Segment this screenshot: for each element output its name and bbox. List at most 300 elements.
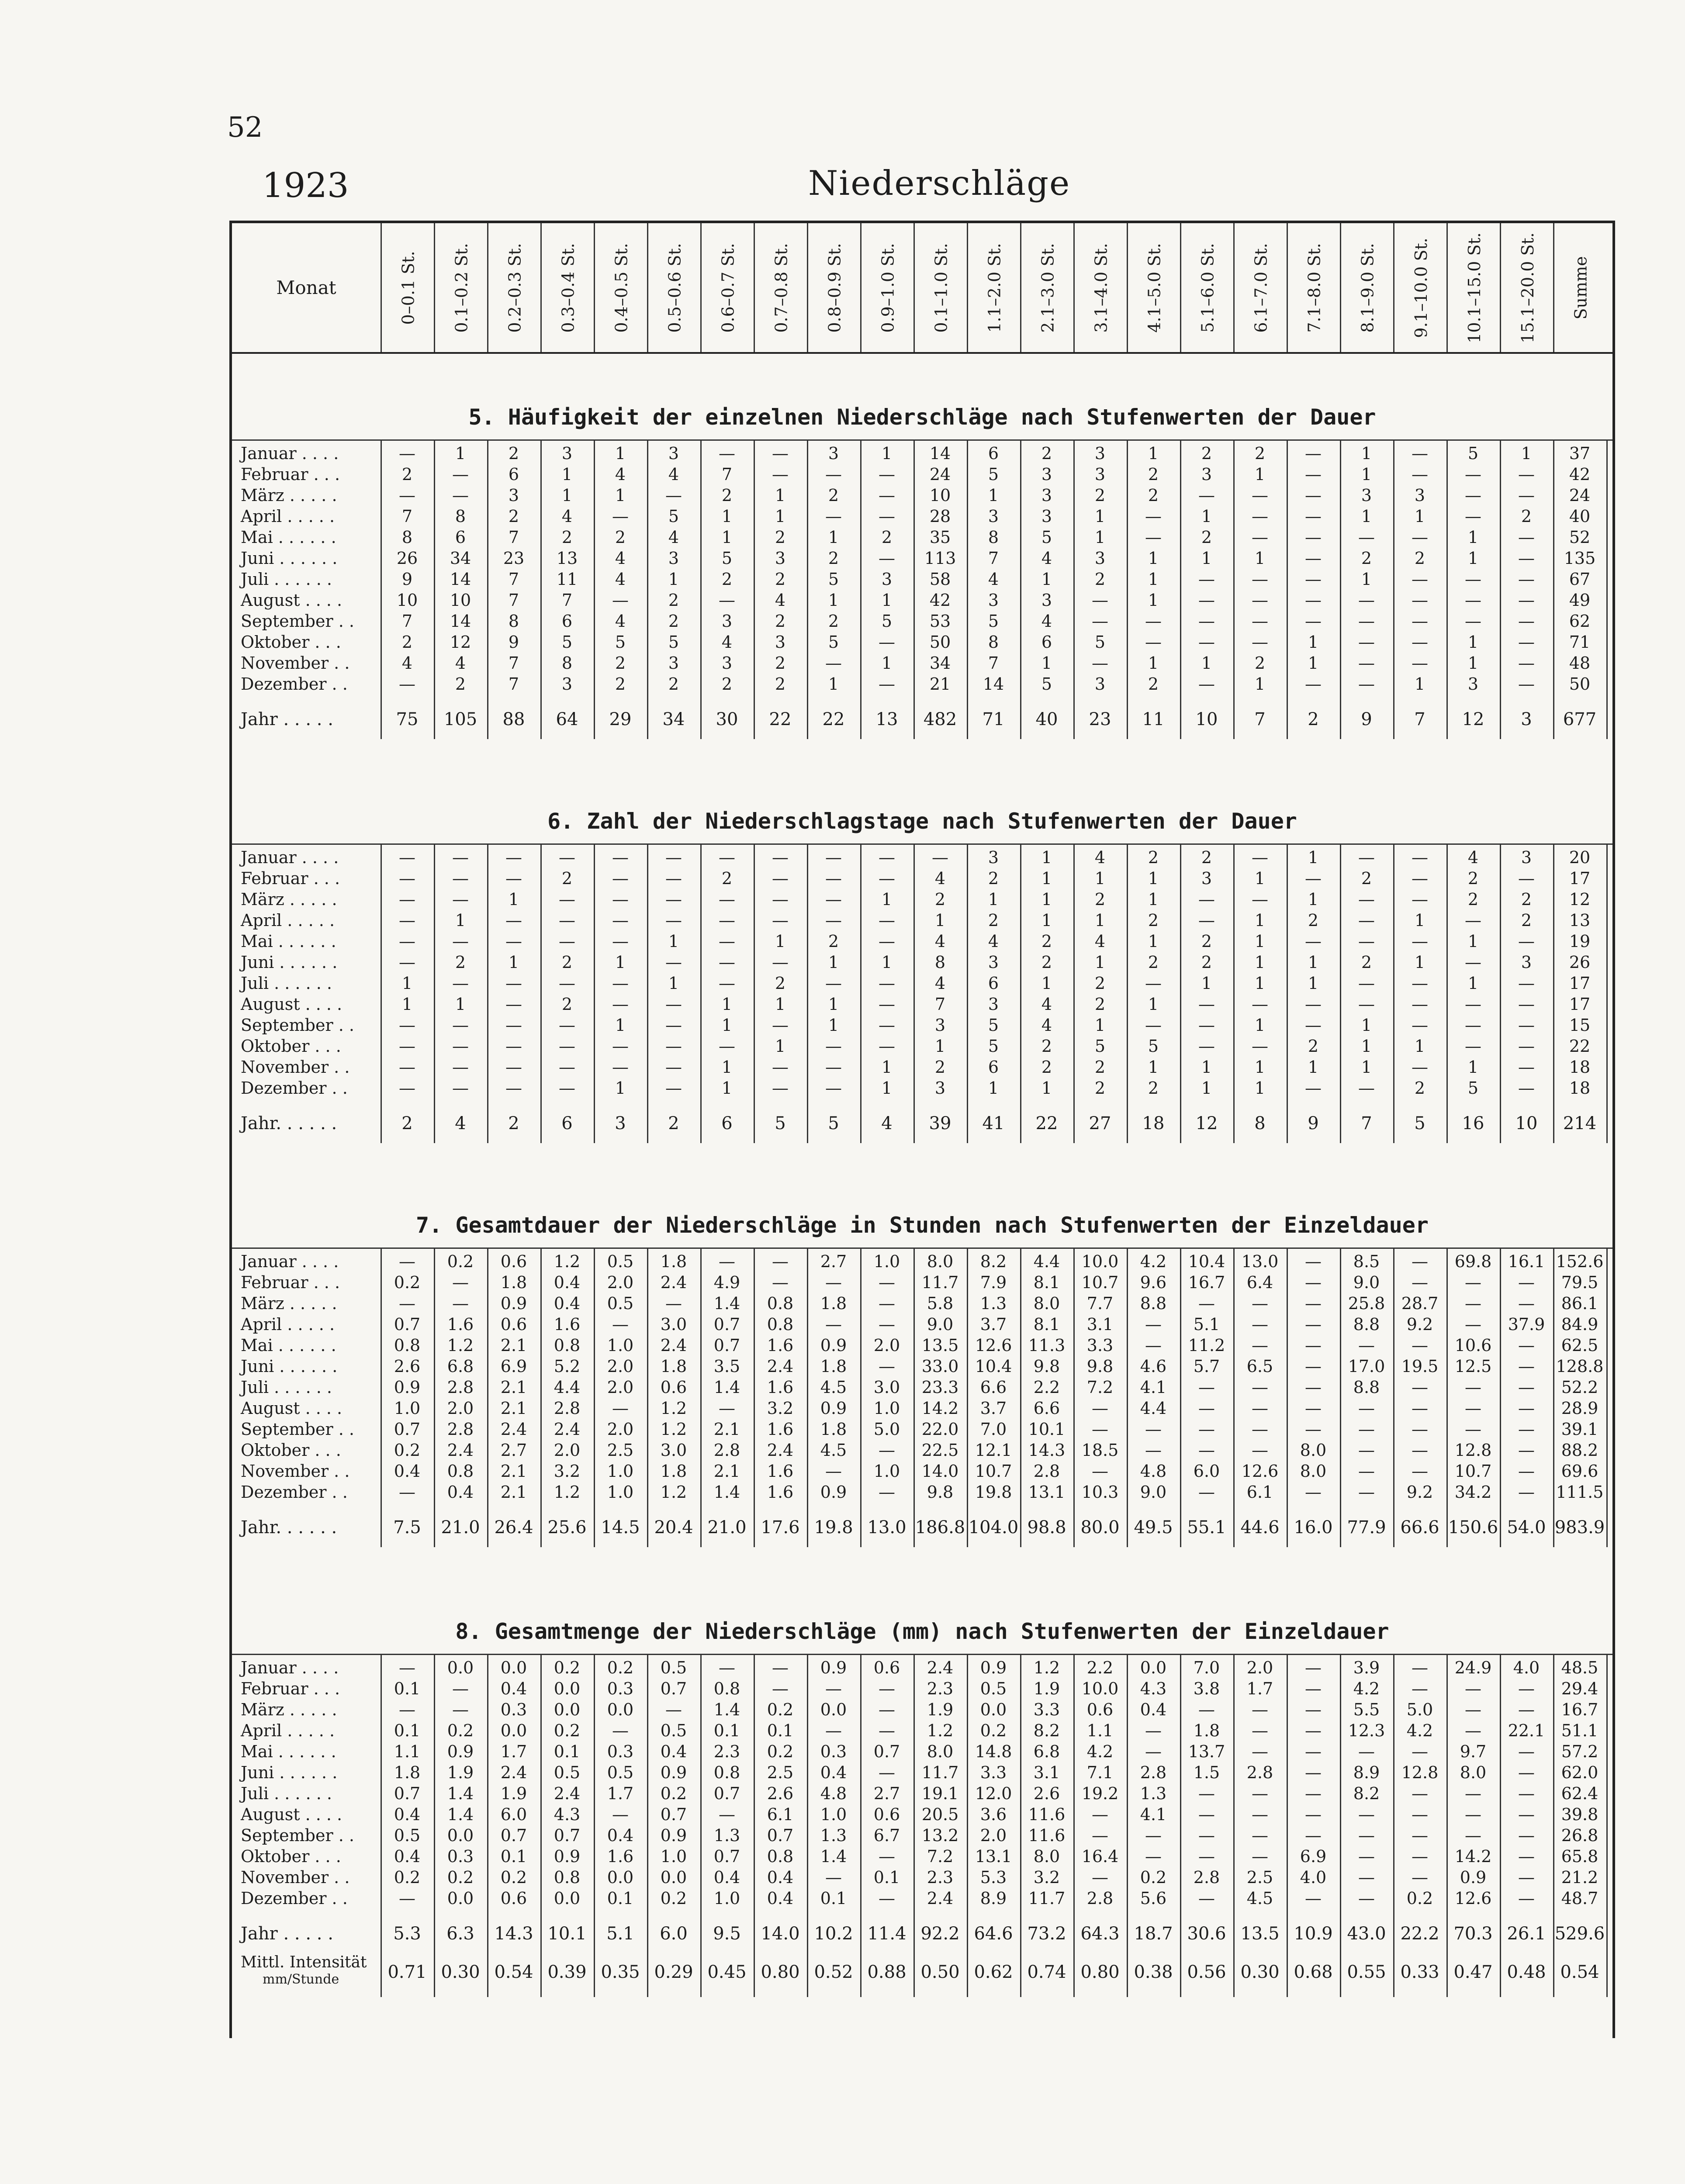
table-cell: — xyxy=(1412,528,1428,547)
month-label: Februar . . . xyxy=(241,1273,340,1292)
table-cell: — xyxy=(1518,549,1535,568)
table-cell: 0.0 xyxy=(607,1868,634,1887)
table-cell: 1.8 xyxy=(820,1357,847,1376)
table-cell: — xyxy=(1145,528,1162,547)
table-cell: — xyxy=(1465,1399,1481,1418)
table-cell: 62.0 xyxy=(1561,1763,1599,1782)
table-cell: 2 xyxy=(828,612,839,631)
table-cell: 0.4 xyxy=(394,1847,421,1866)
table-cell: 0.4 xyxy=(607,1826,634,1845)
table-cell: — xyxy=(879,549,895,568)
table-cell: 5 xyxy=(1041,528,1052,547)
table-cell: — xyxy=(1465,1721,1481,1740)
table-cell: 19.5 xyxy=(1401,1357,1439,1376)
annual-total-cell: 55.1 xyxy=(1187,1517,1226,1538)
annual-total-cell: 75 xyxy=(396,709,419,729)
table-cell: — xyxy=(1518,1273,1535,1292)
table-cell: 10.6 xyxy=(1454,1336,1492,1355)
table-cell: 2 xyxy=(775,570,786,589)
column-header xyxy=(1393,223,1448,352)
annual-total-cell: 22 xyxy=(1035,1113,1058,1133)
table-cell: 1.8 xyxy=(660,1462,687,1481)
table-cell: — xyxy=(399,911,415,930)
table-cell: — xyxy=(1412,1016,1428,1035)
table-cell: — xyxy=(1198,1700,1215,1719)
table-cell: 6.1 xyxy=(1246,1482,1273,1502)
table-cell: 8.0 xyxy=(1300,1462,1327,1481)
table-cell: 0.9 xyxy=(980,1658,1007,1677)
table-cell: 1 xyxy=(561,465,573,484)
table-cell: 1.6 xyxy=(767,1378,794,1397)
table-cell: 1 xyxy=(881,1078,893,1098)
column-divider xyxy=(807,439,808,739)
annual-total-cell: 5.3 xyxy=(393,1924,421,1944)
table-cell: 0.9 xyxy=(820,1336,847,1355)
table-cell: — xyxy=(1092,1805,1108,1824)
table-cell: 10.3 xyxy=(1081,1482,1119,1502)
table-cell: 1 xyxy=(1361,570,1372,589)
table-cell: 1 xyxy=(881,1057,893,1077)
table-cell: 3 xyxy=(934,1016,946,1035)
table-cell: 1 xyxy=(668,932,679,951)
table-cell: 0.2 xyxy=(660,1889,687,1908)
table-cell: — xyxy=(1518,591,1535,610)
table-cell: 0.9 xyxy=(660,1763,687,1782)
table-cell: 2 xyxy=(1041,932,1052,951)
table-cell: — xyxy=(612,1399,629,1418)
table-cell: 1 xyxy=(1467,1057,1479,1077)
table-cell: 2 xyxy=(775,974,786,993)
table-cell: — xyxy=(1252,507,1268,526)
annual-total-cell: 6 xyxy=(721,1113,733,1133)
table-cell: — xyxy=(879,995,895,1014)
table-cell: 4.1 xyxy=(1140,1805,1167,1824)
table-cell: 4 xyxy=(1094,848,1106,867)
table-cell: — xyxy=(452,1700,469,1719)
table-cell: — xyxy=(1358,612,1375,631)
table-cell: 2 xyxy=(1201,932,1212,951)
column-divider xyxy=(1606,843,1608,1143)
table-cell: 23.3 xyxy=(921,1378,959,1397)
table-cell: 1 xyxy=(1308,632,1319,652)
table-cell: 3.7 xyxy=(980,1399,1007,1418)
column-divider xyxy=(807,1248,808,1547)
table-cell: — xyxy=(1358,1742,1375,1761)
table-cell: — xyxy=(825,1078,842,1098)
table-cell: — xyxy=(772,890,789,909)
table-cell: — xyxy=(772,911,789,930)
table-cell: 5.3 xyxy=(980,1868,1007,1887)
table-cell: — xyxy=(1145,507,1162,526)
table-cell: 4.0 xyxy=(1513,1658,1540,1677)
table-cell: 2 xyxy=(668,591,679,610)
table-cell: 1 xyxy=(1041,653,1052,673)
table-cell: 62.4 xyxy=(1561,1784,1599,1803)
table-cell: 2.1 xyxy=(713,1462,740,1481)
table-cell: — xyxy=(452,974,469,993)
table-cell: 1 xyxy=(561,486,573,505)
table-cell: — xyxy=(1145,1016,1162,1035)
table-cell: 4 xyxy=(934,932,946,951)
table-cell: 0.4 xyxy=(660,1742,687,1761)
table-cell: 29.4 xyxy=(1561,1679,1599,1698)
column-header xyxy=(594,223,648,352)
table-cell: — xyxy=(772,1057,789,1077)
year-heading: 1923 xyxy=(262,166,349,205)
table-cell: 7 xyxy=(934,995,946,1014)
annual-total-cell: 70.3 xyxy=(1453,1924,1493,1944)
table-cell: — xyxy=(1518,1441,1535,1460)
table-cell: 2.6 xyxy=(1033,1784,1060,1803)
column-divider xyxy=(540,439,542,739)
row-header-monat: Monat xyxy=(276,277,336,298)
table-cell: 0.2 xyxy=(980,1721,1007,1740)
table-cell: 2 xyxy=(1201,444,1212,463)
table-cell: 65.8 xyxy=(1561,1847,1599,1866)
table-cell: 7.9 xyxy=(980,1273,1007,1292)
table-cell: 39.1 xyxy=(1561,1420,1599,1439)
table-cell: 11.3 xyxy=(1028,1336,1066,1355)
table-cell: 0.2 xyxy=(447,1868,474,1887)
table-cell: 9 xyxy=(401,570,413,589)
month-label: Dezember . . xyxy=(241,1078,348,1098)
table-cell: — xyxy=(1412,1273,1428,1292)
table-cell: 0.1 xyxy=(713,1721,740,1740)
table-cell: 1 xyxy=(721,1057,733,1077)
table-cell: 1 xyxy=(988,890,999,909)
table-cell: 1 xyxy=(1467,528,1479,547)
table-cell: 1 xyxy=(828,674,839,694)
column-header xyxy=(1553,223,1608,352)
table-cell: — xyxy=(505,974,522,993)
table-cell: — xyxy=(1252,612,1268,631)
annual-total-cell: 29 xyxy=(609,709,632,729)
column-header-label: 0.1–1.0 St. xyxy=(932,242,951,333)
table-cell: — xyxy=(772,444,789,463)
annual-total-cell: 41 xyxy=(982,1113,1005,1133)
table-cell: 12.1 xyxy=(975,1441,1012,1460)
table-cell: — xyxy=(1198,1826,1215,1845)
table-cell: 48.7 xyxy=(1561,1889,1599,1908)
table-cell: — xyxy=(879,1700,895,1719)
table-cell: 13.5 xyxy=(921,1336,959,1355)
month-label: November . . xyxy=(241,1868,350,1887)
table-cell: — xyxy=(719,848,735,867)
table-cell: 0.7 xyxy=(500,1826,527,1845)
table-cell: 1.8 xyxy=(820,1420,847,1439)
table-cell: — xyxy=(1465,1784,1481,1803)
table-cell: 13.2 xyxy=(921,1826,959,1845)
table-cell: 1 xyxy=(455,911,466,930)
table-cell: 2.3 xyxy=(927,1868,954,1887)
table-cell: — xyxy=(1252,848,1268,867)
month-label: September . . xyxy=(241,1016,354,1035)
table-cell: 1 xyxy=(1094,953,1106,972)
table-cell: — xyxy=(1252,1847,1268,1866)
table-cell: 0.9 xyxy=(820,1399,847,1418)
table-cell: — xyxy=(399,1078,415,1098)
table-cell: 3 xyxy=(988,591,999,610)
table-cell: 1 xyxy=(1148,932,1159,951)
table-cell: 16.1 xyxy=(1508,1252,1545,1271)
table-cell: 1.8 xyxy=(660,1357,687,1376)
table-cell: 13.0 xyxy=(1241,1252,1279,1271)
table-cell: — xyxy=(879,486,895,505)
table-cell: 3 xyxy=(1201,869,1212,888)
table-cell: 152.6 xyxy=(1556,1252,1604,1271)
month-label: November . . xyxy=(241,653,350,673)
table-cell: — xyxy=(1252,1037,1268,1056)
table-cell: 14.3 xyxy=(1028,1441,1066,1460)
table-cell: — xyxy=(559,1078,575,1098)
mean-intensity-cell: 0.52 xyxy=(814,1962,853,1982)
table-cell: — xyxy=(1465,1378,1481,1397)
table-cell: 2.0 xyxy=(607,1378,634,1397)
table-cell: 2 xyxy=(1467,890,1479,909)
table-cell: 2 xyxy=(615,653,626,673)
table-cell: — xyxy=(772,1658,789,1677)
table-cell: 0.4 xyxy=(820,1763,847,1782)
column-header-label: 3.1–4.0 St. xyxy=(1092,242,1111,333)
table-cell: 48.5 xyxy=(1561,1658,1599,1677)
table-cell: — xyxy=(1465,591,1481,610)
column-divider xyxy=(1393,439,1394,739)
table-cell: 37.9 xyxy=(1508,1315,1545,1334)
table-cell: 3.8 xyxy=(1193,1679,1220,1698)
table-cell: 2 xyxy=(1521,507,1532,526)
table-cell: — xyxy=(1465,1679,1481,1698)
column-divider xyxy=(807,843,808,1143)
table-cell: 8.1 xyxy=(1033,1273,1060,1292)
column-divider xyxy=(967,1248,968,1547)
table-cell: 1.8 xyxy=(660,1252,687,1271)
table-cell: — xyxy=(1305,1889,1322,1908)
table-cell: 3.2 xyxy=(554,1462,581,1481)
table-cell: 1 xyxy=(1148,890,1159,909)
table-cell: 11.6 xyxy=(1028,1805,1066,1824)
table-cell: 1 xyxy=(1308,653,1319,673)
annual-total-cell: 6 xyxy=(561,1113,573,1133)
table-cell: — xyxy=(879,1037,895,1056)
annual-total-cell: 13.5 xyxy=(1240,1924,1280,1944)
table-cell: — xyxy=(612,1721,629,1740)
table-cell: 1.0 xyxy=(607,1462,634,1481)
table-cell: — xyxy=(1198,570,1215,589)
table-cell: 5 xyxy=(988,1037,999,1056)
table-cell: 3 xyxy=(561,674,573,694)
table-cell: — xyxy=(719,953,735,972)
annual-total-label: Jahr. . . . . . xyxy=(241,1113,337,1133)
column-divider xyxy=(1233,439,1235,739)
table-cell: 6 xyxy=(988,974,999,993)
table-cell: 1.3 xyxy=(713,1826,740,1845)
table-cell: 128.8 xyxy=(1556,1357,1604,1376)
table-cell: 4.2 xyxy=(1353,1679,1380,1698)
table-cell: — xyxy=(1145,1826,1162,1845)
table-cell: 0.5 xyxy=(607,1294,634,1313)
table-cell: — xyxy=(1305,1805,1322,1824)
table-cell: — xyxy=(1518,1826,1535,1845)
table-cell: 1.2 xyxy=(447,1336,474,1355)
table-cell: 3.3 xyxy=(1033,1700,1060,1719)
table-cell: 4 xyxy=(1094,932,1106,951)
table-cell: 0.3 xyxy=(447,1847,474,1866)
table-cell: 2 xyxy=(1041,1037,1052,1056)
table-cell: — xyxy=(1518,1889,1535,1908)
annual-total-cell: 5 xyxy=(828,1113,839,1133)
table-cell: 1 xyxy=(1361,444,1372,463)
table-cell: 2 xyxy=(668,612,679,631)
column-header xyxy=(967,223,1021,352)
table-cell: 5 xyxy=(1467,444,1479,463)
table-cell: — xyxy=(1358,1805,1375,1824)
table-cell: 2 xyxy=(1201,848,1212,867)
table-cell: 1 xyxy=(668,974,679,993)
table-cell: — xyxy=(1518,1037,1535,1056)
table-cell: — xyxy=(1412,890,1428,909)
table-cell: — xyxy=(399,1658,415,1677)
table-cell: — xyxy=(1305,1078,1322,1098)
table-cell: 11.2 xyxy=(1188,1336,1225,1355)
table-cell: 11.7 xyxy=(921,1273,959,1292)
table-cell: — xyxy=(1198,674,1215,694)
mean-intensity-cell: 0.50 xyxy=(920,1962,960,1982)
month-label: November . . xyxy=(241,1462,350,1481)
column-divider xyxy=(754,843,755,1143)
table-cell: — xyxy=(825,911,842,930)
table-cell: 10 xyxy=(450,591,471,610)
table-cell: — xyxy=(1092,1826,1108,1845)
table-cell: 1 xyxy=(1148,653,1159,673)
table-cell: — xyxy=(1305,591,1322,610)
table-cell: 1 xyxy=(1414,953,1426,972)
table-cell: 3 xyxy=(988,507,999,526)
table-cell: — xyxy=(825,507,842,526)
table-cell: 1 xyxy=(1361,1037,1372,1056)
table-cell: 8.0 xyxy=(1300,1441,1327,1460)
table-cell: 49 xyxy=(1569,591,1591,610)
annual-total-cell: 6.3 xyxy=(446,1924,474,1944)
table-cell: 22.5 xyxy=(921,1441,959,1460)
column-divider xyxy=(1500,439,1501,739)
table-cell: — xyxy=(612,1057,629,1077)
table-cell: 26 xyxy=(396,549,418,568)
table-cell: — xyxy=(1198,1482,1215,1502)
table-cell: — xyxy=(399,1482,415,1502)
table-cell: 1 xyxy=(1467,974,1479,993)
table-cell: 6.4 xyxy=(1246,1273,1273,1292)
table-cell: — xyxy=(1358,848,1375,867)
table-cell: 1 xyxy=(828,953,839,972)
table-cell: 4.8 xyxy=(820,1784,847,1803)
table-cell: 4 xyxy=(1041,549,1052,568)
table-cell: 14 xyxy=(450,570,471,589)
table-cell: 37 xyxy=(1569,444,1591,463)
table-cell: 1 xyxy=(1148,549,1159,568)
column-header-label: 0.2–0.3 St. xyxy=(505,242,525,333)
table-cell: 0.6 xyxy=(660,1378,687,1397)
table-cell: 2.3 xyxy=(927,1679,954,1698)
mean-intensity-cell: 0.80 xyxy=(761,1962,800,1982)
section-rule xyxy=(232,843,1612,845)
table-cell: — xyxy=(665,1057,682,1077)
table-cell: — xyxy=(452,890,469,909)
table-cell: 1.2 xyxy=(660,1420,687,1439)
table-cell: 1 xyxy=(828,995,839,1014)
column-divider xyxy=(1287,439,1288,739)
table-cell: 0.8 xyxy=(554,1868,581,1887)
table-cell: 3 xyxy=(721,612,733,631)
table-cell: 10.7 xyxy=(1454,1462,1492,1481)
table-cell: 0.0 xyxy=(554,1889,581,1908)
annual-total-cell: 13 xyxy=(875,709,898,729)
table-cell: 1 xyxy=(1414,911,1426,930)
annual-total-cell: 34 xyxy=(662,709,685,729)
table-cell: 6 xyxy=(988,1057,999,1077)
column-divider xyxy=(1127,1248,1128,1547)
table-cell: 2 xyxy=(775,528,786,547)
table-cell: — xyxy=(879,1847,895,1866)
table-cell: — xyxy=(1305,1315,1322,1334)
table-cell: 7 xyxy=(401,507,413,526)
table-cell: — xyxy=(1412,1805,1428,1824)
table-cell: 8.9 xyxy=(980,1889,1007,1908)
month-label: März . . . . . xyxy=(241,486,337,505)
column-header xyxy=(807,223,862,352)
table-cell: 2.0 xyxy=(554,1441,581,1460)
table-cell: — xyxy=(879,1016,895,1035)
table-cell: 0.9 xyxy=(394,1378,421,1397)
table-cell: 4.4 xyxy=(1140,1399,1167,1418)
table-cell: 2 xyxy=(1041,444,1052,463)
table-cell: 3.0 xyxy=(873,1378,900,1397)
table-cell: — xyxy=(879,1482,895,1502)
table-cell: 0.7 xyxy=(873,1742,900,1761)
table-cell: 3 xyxy=(988,995,999,1014)
table-cell: 5 xyxy=(828,570,839,589)
table-cell: 0.2 xyxy=(767,1700,794,1719)
column-header-label: 0–0.1 St. xyxy=(399,250,419,325)
table-cell: 8 xyxy=(988,632,999,652)
table-cell: — xyxy=(1465,1016,1481,1035)
annual-total-cell: 529.6 xyxy=(1554,1924,1605,1944)
table-cell: — xyxy=(879,674,895,694)
table-cell: 5.5 xyxy=(1353,1700,1380,1719)
table-cell: 2 xyxy=(455,953,466,972)
table-cell: 2.4 xyxy=(927,1889,954,1908)
table-cell: 10.7 xyxy=(1081,1273,1119,1292)
table-cell: 0.7 xyxy=(713,1336,740,1355)
table-cell: 2 xyxy=(1094,890,1106,909)
annual-total-cell: 5 xyxy=(1414,1113,1426,1133)
table-cell: — xyxy=(1305,1482,1322,1502)
column-divider xyxy=(594,439,595,739)
table-cell: — xyxy=(1518,1462,1535,1481)
table-cell: 1 xyxy=(1041,1078,1052,1098)
table-cell: 1 xyxy=(1254,974,1266,993)
table-cell: 4 xyxy=(561,507,573,526)
column-divider xyxy=(1340,843,1341,1143)
table-cell: 1 xyxy=(1201,1057,1212,1077)
table-cell: 1 xyxy=(881,591,893,610)
table-cell: 5.0 xyxy=(873,1420,900,1439)
table-cell: — xyxy=(1358,1462,1375,1481)
table-cell: — xyxy=(1252,995,1268,1014)
annual-total-cell: 17.6 xyxy=(761,1517,800,1538)
table-cell: — xyxy=(1145,1420,1162,1439)
table-cell: 2 xyxy=(1521,890,1532,909)
table-cell: 0.6 xyxy=(500,1252,527,1271)
